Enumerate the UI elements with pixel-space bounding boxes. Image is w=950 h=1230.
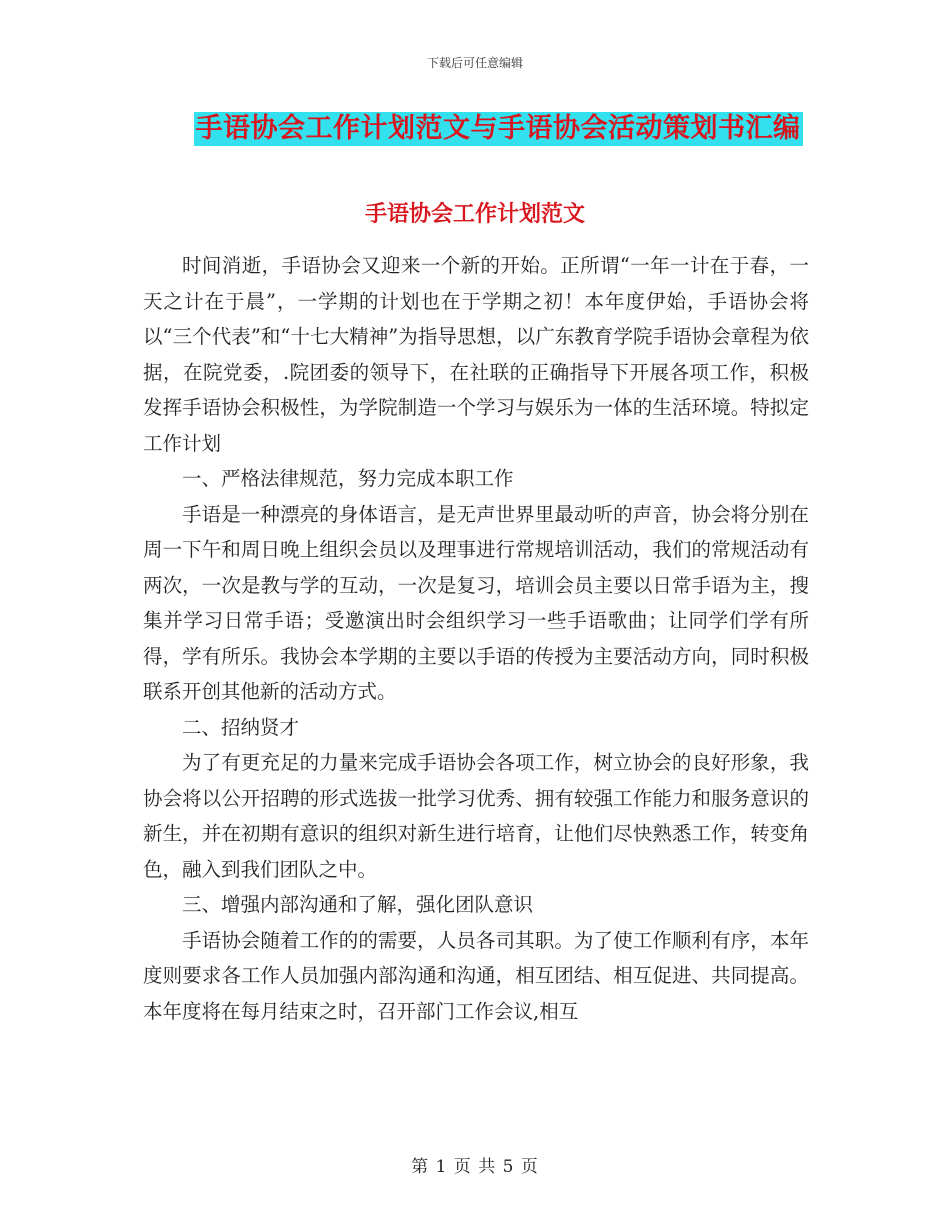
- heading-two: 二、招纳贤才: [182, 715, 300, 739]
- heading-one: 一、严格法律规范，努力完成本职工作: [182, 467, 514, 490]
- paragraph-two: 为了有更充足的力量来完成手语协会各项工作，树立协会的良好形象，我协会将以公开招聘的形式选拔一批学习优秀、拥有较强工作能力和服务意识的新生，并在初期有意识的组织对新生进行培育，让他们尽快熟悉工作，转变角色，融入到我们团队之中。: [143, 751, 809, 881]
- body-text: [143, 248, 809, 1029]
- page-footer: 第 1 页 共 5 页: [411, 1157, 539, 1177]
- paragraph-one: 手语是一种漂亮的身体语言，是无声世界里最动听的声音，协会将分别在周一下午和周日晚上组织会员以及理事进行常规培训活动，我们的常规活动有两次，一次是教与学的互动，一次是复习，培训会员主要以日常手语为主，搜集并学习日常手语；受邀演出时会组织学习一些手语歌曲；让同学们学有所得，学有所乐。我协会本学期的主要以手语的传授为主要活动方向，同时积极联系开创其他新的活动方式。: [143, 502, 809, 703]
- heading-three: 三、增强内部沟通和了解，强化团队意识: [182, 893, 534, 916]
- section-title: 手语协会工作计划范文: [364, 202, 585, 227]
- main-title: 手语协会工作计划范文与手语协会活动策划书汇编: [195, 113, 801, 144]
- paragraph-intro: 时间消逝，手语协会又迎来一个新的开始。正所谓“一年一计在于春，一天之计在于晨”，一学期的计划也在于学期之初！本年度伊始，手语协会将以“三个代表”和“十七大精神”为指导思想，以广东教育学院手语协会章程为依据，在院党委，.院团委的领导下，在社联的正确指导下开展各项工作，积极发挥手语协会积极性，为学院制造一个学习与娱乐为一体的生活环境。特拟定工作计划: [143, 254, 809, 455]
- header-note: 下载后可任意编辑: [426, 56, 523, 70]
- main-title-wrap: [0, 112, 950, 146]
- paragraph-three: 手语协会随着工作的的需要，人员各司其职。为了使工作顺利有序，本年度则要求各工作人员加强内部沟通和沟通，相互团结、相互促进、共同提高。本年度将在每月结束之时，召开部门工作会议,相互: [143, 928, 809, 1023]
